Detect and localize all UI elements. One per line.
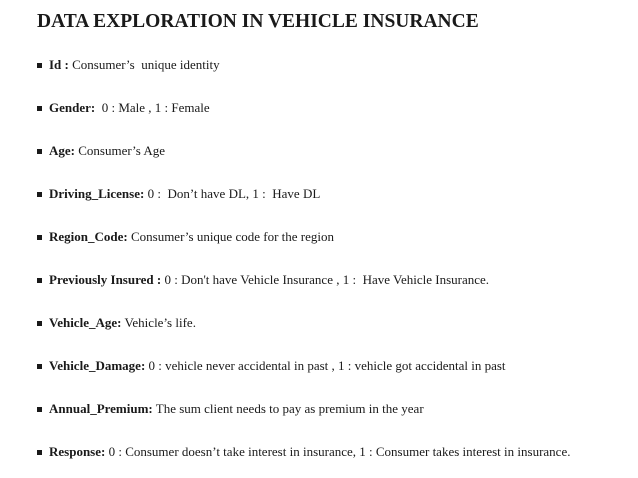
square-bullet-icon [37, 407, 42, 412]
bullet-label: Id : [49, 57, 69, 72]
bullet-label: Annual_Premium: [49, 401, 153, 416]
bullet-text: 0 : Consumer doesn’t take interest in insurance, 1 : Consumer takes interest in insurance. [105, 444, 571, 459]
square-bullet-icon [37, 364, 42, 369]
bullet-item-id [37, 57, 220, 73]
bullet-text: Consumer’s unique code for the region [127, 229, 334, 244]
square-bullet-icon [37, 278, 42, 283]
bullet-label: Previously Insured : [49, 272, 162, 287]
bullet-text: Consumer’s unique identity [68, 57, 220, 72]
bullet-item-age [37, 143, 165, 159]
bullet-item-previously-insured [37, 272, 489, 288]
bullet-item-annual-premium [37, 401, 424, 417]
bullet-text: 0 : Don't have Vehicle Insurance , 1 : Have Vehicle Insurance. [161, 272, 490, 287]
bullet-item-response [37, 444, 570, 460]
bullet-text: Consumer’s Age [75, 143, 166, 158]
bullet-text: Vehicle’s life. [121, 315, 196, 330]
bullet-label: Vehicle_Damage: [49, 358, 146, 373]
bullet-item-driving-license [37, 186, 320, 202]
bullet-item-vehicle-damage [37, 358, 506, 374]
bullet-label: Response: [49, 444, 106, 459]
slide-title: DATA EXPLORATION IN VEHICLE INSURANCE [37, 11, 479, 32]
square-bullet-icon [37, 321, 42, 326]
square-bullet-icon [37, 63, 42, 68]
bullet-item-region-code [37, 229, 334, 245]
bullet-text: The sum client needs to pay as premium in the year [152, 401, 424, 416]
bullet-label: Region_Code: [49, 229, 128, 244]
bullet-label: Age: [49, 143, 75, 158]
bullet-label: Vehicle_Age: [49, 315, 122, 330]
square-bullet-icon [37, 235, 42, 240]
bullet-text: 0 : Don’t have DL, 1 : Have DL [144, 186, 321, 201]
bullet-label: Gender: [49, 100, 96, 115]
bullet-text: 0 : Male , 1 : Female [95, 100, 210, 115]
square-bullet-icon [37, 192, 42, 197]
square-bullet-icon [37, 450, 42, 455]
square-bullet-icon [37, 106, 42, 111]
bullet-item-gender [37, 100, 210, 116]
square-bullet-icon [37, 149, 42, 154]
bullet-text: 0 : vehicle never accidental in past , 1 : vehicle got accidental in past [145, 358, 506, 373]
bullet-label: Driving_License: [49, 186, 145, 201]
bullet-item-vehicle-age [37, 315, 196, 331]
